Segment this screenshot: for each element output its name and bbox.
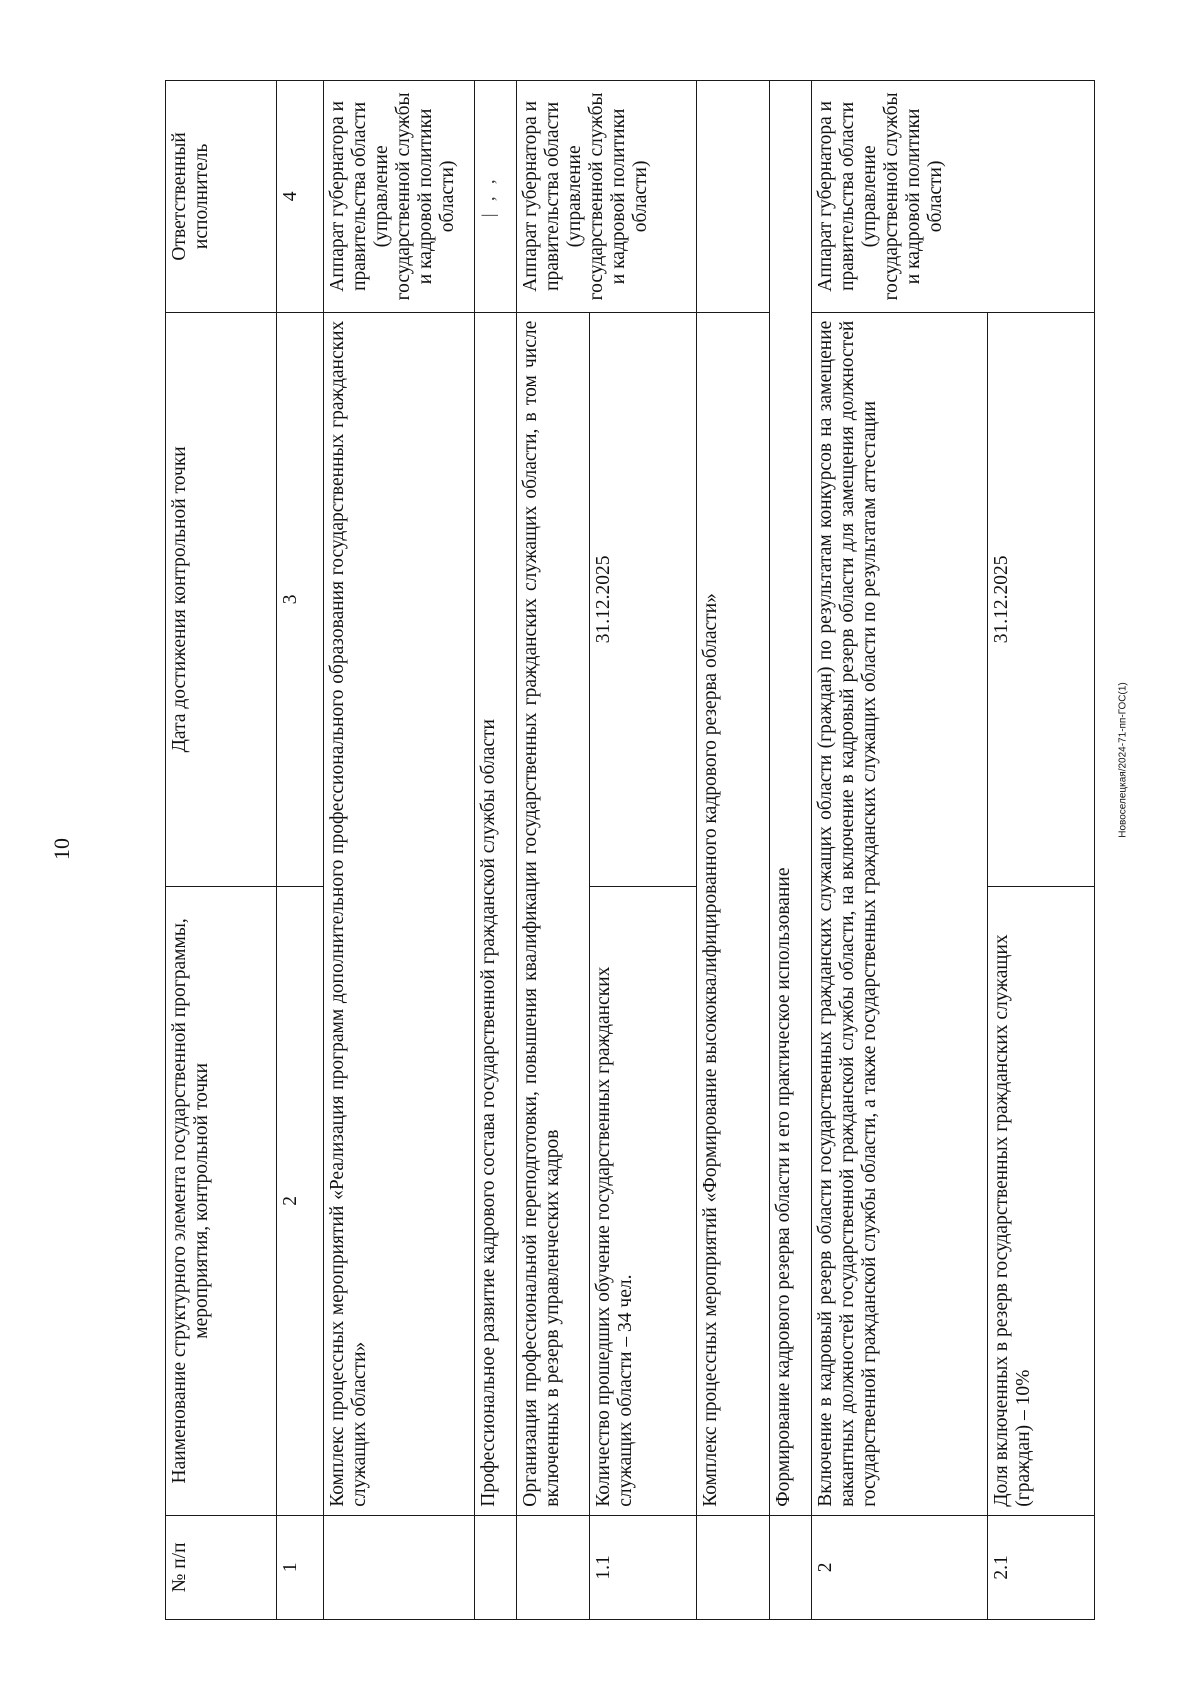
direction-2: Формирование кадрового резерва области и его практическое использование <box>769 81 811 1516</box>
control-point-num-1-1: 1.1 <box>589 1515 696 1619</box>
header-date: Дата достижения контрольной точки <box>166 312 277 886</box>
responsible-cell-empty <box>697 81 770 313</box>
stray-marks-text: | , , <box>478 175 499 218</box>
header-responsible: Ответственный исполнитель <box>166 81 277 313</box>
num-cell-empty <box>517 1515 590 1619</box>
responsible-result-2: Аппарат губернатора и правительства области (управление государственной службы и кадровой политики области) <box>812 81 1095 313</box>
responsible-complex-1: Аппарат губернатора и правительства области (управление государственной службы и кадровой политики области) <box>324 81 475 313</box>
control-points-table <box>165 80 1095 1620</box>
table-row <box>697 81 770 1620</box>
result-2: Включение в кадровый резерв области государственных гражданских служащих области (граждан) по результатам конкурсов на замещение вакантных должностей государственной гражданской службы области, на включение в кадровый резерв области для замещения должностей государственной гражданской службы области, а также государственных гражданских служащих области по результатам аттестации <box>812 312 988 1515</box>
header-num: № п/п <box>166 1515 277 1619</box>
num-cell-empty <box>324 1515 475 1619</box>
control-point-name-2-1: Доля включенных в резерв государственных гражданских служащих (граждан) – 10% <box>987 886 1094 1515</box>
column-number-row <box>276 81 324 1620</box>
document-code: Новоселецкая/2024-71-пп-ГОС(1) <box>1117 682 1129 838</box>
table-row <box>812 81 988 1620</box>
table-row <box>769 81 811 1620</box>
column-number-3: 3 <box>276 312 324 886</box>
header-name: Наименование структурного элемента государственной программы, мероприятия, контрольной точки <box>166 886 277 1515</box>
control-points-table-frame <box>165 80 1095 1620</box>
stray-marks <box>475 81 517 313</box>
table-row <box>589 81 696 1620</box>
complex-measures-2: Комплекс процессных мероприятий «Формирование высококвалифицированного кадрового резерва области» <box>697 312 770 1515</box>
control-point-date-1-1: 31.12.2025 <box>589 312 696 886</box>
table-row <box>517 81 590 1620</box>
responsible-task-1: Аппарат губернатора и правительства области (управление государственной службы и кадровой политики области) <box>517 81 697 313</box>
control-point-date-2-1: 31.12.2025 <box>987 312 1094 886</box>
table-row <box>475 81 517 1620</box>
column-number-4: 4 <box>276 81 324 313</box>
task-1: Организация профессиональной переподготовки, повышения квалификации государственных гражданских служащих области, в том числе включенных в резерв управленческих кадров <box>517 312 590 1515</box>
result-num-2: 2 <box>812 1515 988 1619</box>
num-cell-empty <box>475 1515 517 1619</box>
table-row <box>987 81 1094 1620</box>
table-row <box>324 81 475 1620</box>
page-number: 10 <box>49 838 74 860</box>
num-cell-empty <box>697 1515 770 1619</box>
column-number-2: 2 <box>276 886 324 1515</box>
direction-1: Профессиональное развитие кадрового состава государственной гражданской службы области <box>475 312 517 1515</box>
num-cell-empty <box>769 1515 811 1619</box>
table-header-row <box>166 81 277 1620</box>
complex-measures-1: Комплекс процессных мероприятий «Реализация программ дополнительного профессионального образования государственных гражданских служащих области» <box>324 312 475 1515</box>
column-number-1: 1 <box>276 1515 324 1619</box>
control-point-num-2-1: 2.1 <box>987 1515 1094 1619</box>
control-point-name-1-1: Количество прошедших обучение государственных гражданских служащих области – 34 чел. <box>589 886 696 1515</box>
